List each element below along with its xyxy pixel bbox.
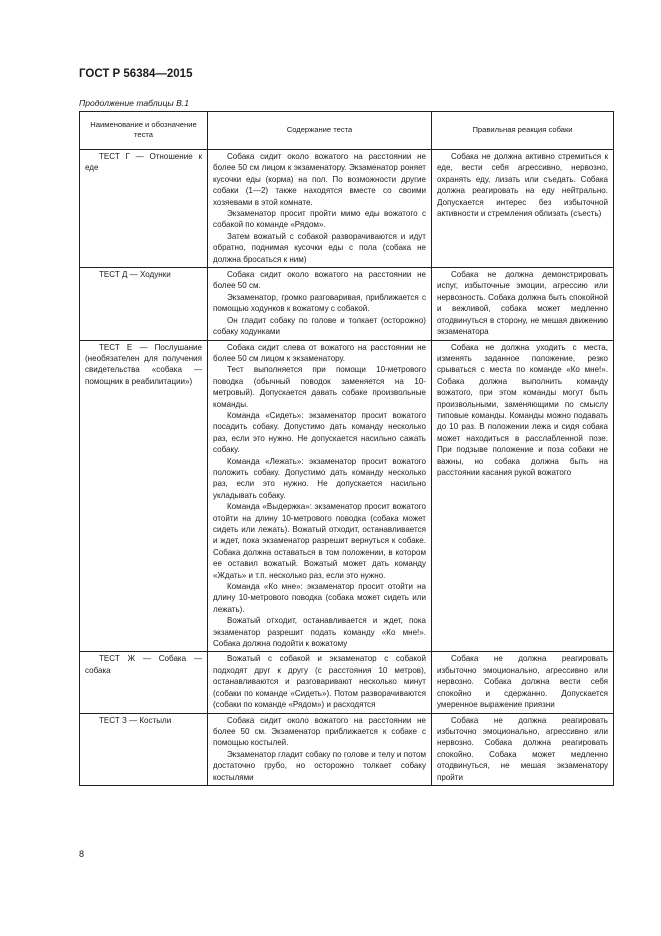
page-number: 8: [79, 849, 85, 859]
table-caption: Продолжение таблицы В.1: [79, 98, 189, 108]
test-name-cell: [80, 652, 208, 713]
test-reaction-paragraph: Собака не должна демонстрировать испуг, избыточные эмоции, агрессию или нервозность. Собака должна быть спокойной и вежливой, собака может медленно отодвинуться в сторону, не мешая движению экзаменатора: [437, 270, 608, 337]
test-content-paragraph: Команда «Сидеть»: экзаменатор просит вожатого посадить собаку. Допустимо дать команду несколько раз, если это нужно. Не допускается насильно сажать собаку.: [213, 410, 426, 455]
test-reaction-cell: [432, 150, 614, 268]
test-content-paragraph: Собака сидит около вожатого на расстоянии не более 50 см.: [213, 270, 426, 291]
test-reaction-cell: [432, 340, 614, 652]
test-reaction-cell: [432, 713, 614, 785]
test-content-paragraph: Вожатый с собакой и экзаменатор с собакой подходят друг к другу (с расстояния 10 метров), останавливаются и разговаривают несколько минут (собаки по команде «Сидеть»). Потом разворачиваются (собаки по команде «Рядом») и расходятся: [213, 654, 426, 710]
test-content-paragraph: Тест выполняется при помощи 10-метрового поводка (обычный поводок заменяется на 10-метровый). Допускается давать собаке произвольные команды.: [213, 365, 426, 409]
test-content-paragraph: Собака сидит около вожатого на расстоянии не более 50 см лицом к экзаменатору. Экзаменатор роняет кусочки еды (корма) на пол. По возможности другие собаки (1—2) также находятся вместе со своими хозяевами в этой комнате.: [213, 152, 426, 207]
test-name: ТЕСТ З — Костыли: [99, 715, 172, 725]
test-reaction-cell: [432, 652, 614, 713]
column-header-name: Наименование и обозначение теста: [80, 112, 208, 150]
test-content-paragraph: Команда «Ко мне»: экзаменатор просит отойти на длину 10-метрового поводка (собака может сидеть или лежать).: [213, 582, 426, 614]
test-name-cell: [80, 340, 208, 652]
test-content-paragraph: Вожатый отходит, останавливается и ждет, пока экзаменатор разрешит подать команду «Ко мне!». Собака должна подойти к вожатому: [213, 616, 426, 649]
test-name-cell: [80, 268, 208, 340]
test-name: ТЕСТ Е — Послушание (необязателен для получения свидетельства «собака — помощник в реабилитации»): [85, 342, 202, 386]
test-content-paragraph: Команда «Выдержка»: экзаменатор просит вожатого отойти на длину 10-метрового поводка (собака может сидеть или лежать). Вожатый отходит, останавливается и ждет, пока экзаменатор разрешит вернуться к собаке. Собака должна оставаться в том положении, в котором ее оставил вожатый. Вожатый может дать команду «Ждать» и т.п. несколько раз, если это нужно.: [213, 502, 426, 580]
test-content-cell: [208, 713, 432, 785]
test-name-cell: [80, 713, 208, 785]
test-content-cell: [208, 268, 432, 340]
test-content-cell: [208, 150, 432, 268]
table-row: [80, 150, 614, 268]
test-reaction-paragraph: Собака не должна реагировать избыточно эмоционально, агрессивно или нервозно. Собака должна вести себя спокойно и сдержанно. Допускается умеренное выражение приязни: [437, 654, 608, 710]
table-header-row: [80, 112, 614, 150]
test-reaction-paragraph: Собака не должна уходить с места, изменять заданное положение, резко срываться с места по команде «Ко мне!». Собака должна выполнить команду вожатого, при этом команды могут быть произвольными, заменяющими по смыслу типовые команды. Команды можно подавать до 10 раз. В положении лежа и сидя собака может находиться в расслабленной позе. При подзыве положение и поза собаки не важны, но собака должна быть на расстоянии касания рукой вожатого: [437, 342, 608, 477]
document-header: ГОСТ Р 56384—2015: [79, 68, 193, 80]
test-name: ТЕСТ Ж — Собака — собака: [85, 654, 202, 675]
table-row: [80, 713, 614, 785]
column-header-content: Содержание теста: [208, 112, 432, 150]
table-body: [80, 150, 614, 786]
tests-table: [79, 111, 614, 786]
test-reaction-paragraph: Собака не должна реагировать избыточно эмоционально, агрессивно или нервозно. Собака должна реагировать спокойно. Собака может медленно отодвинуться, не мешая экзаменатору пройти: [437, 715, 608, 782]
test-reaction-paragraph: Собака не должна активно стремиться к еде, вести себя агрессивно, нервозно, охранять еду, лизать или съедать. Собака должна реагировать на еду нейтрально. Допускается интерес без избыточной активности и стремления облизать (съесть): [437, 152, 608, 219]
test-content-paragraph: Экзаменатор гладит собаку по голове и телу и потом достаточно грубо, но осторожно толкает собаку костылями: [213, 749, 426, 782]
test-content-paragraph: Он гладит собаку по голове и толкает (осторожно) собаку ходунками: [213, 315, 426, 337]
test-name: ТЕСТ Г — Отношение к еде: [85, 152, 202, 173]
test-name: ТЕСТ Д — Ходунки: [99, 270, 171, 280]
test-content-paragraph: Собака сидит слева от вожатого на расстоянии не более 50 см лицом к экзаменатору.: [213, 342, 426, 363]
test-content-paragraph: Затем вожатый с собакой разворачиваются и идут обратно, поднимая кусочки еды с пола (собака не должна бросаться к ним): [213, 231, 426, 264]
test-content-paragraph: Экзаменатор просит пройти мимо еды вожатого с собакой по команде «Рядом».: [213, 209, 426, 230]
table-row: [80, 268, 614, 340]
test-content-cell: [208, 340, 432, 652]
column-header-reaction: Правильная реакция собаки: [432, 112, 614, 150]
test-content-cell: [208, 652, 432, 713]
test-reaction-cell: [432, 268, 614, 340]
table-row: [80, 652, 614, 713]
test-content-paragraph: Экзаменатор, громко разговаривая, приближается с помощью ходунков к вожатому с собакой.: [213, 292, 426, 314]
table-row: [80, 340, 614, 652]
test-content-paragraph: Собака сидит около вожатого на расстоянии не более 50 см. Экзаменатор приближается к собаке с помощью костылей.: [213, 715, 426, 748]
test-content-paragraph: Команда «Лежать»: экзаменатор просит вожатого положить собаку. Допустимо дать команду несколько раз, если это нужно. Не допускается насильно укладывать собаку.: [213, 456, 426, 500]
test-name-cell: [80, 150, 208, 268]
